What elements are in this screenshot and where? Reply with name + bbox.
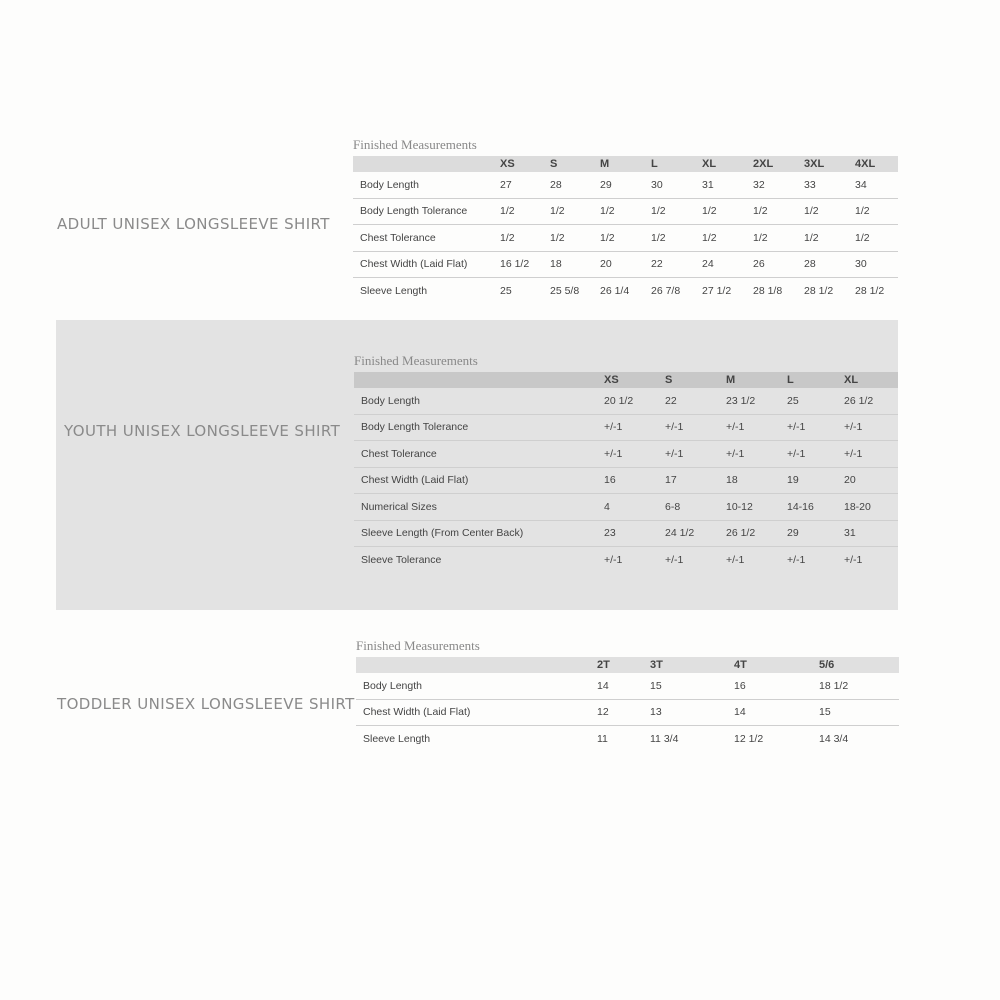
measurement-cell: 1/2	[593, 225, 644, 252]
table-row	[354, 467, 898, 494]
measurement-cell: 20	[837, 467, 898, 494]
header-blank-cell	[354, 372, 597, 388]
measurement-cell: 26 1/2	[719, 520, 780, 547]
measurement-cell: 28 1/2	[804, 284, 834, 297]
measurement-cell: +/-1	[719, 414, 780, 441]
measurement-cell: 1/2	[848, 225, 898, 252]
measurement-cell: 28	[797, 251, 848, 278]
measurement-cell: +/-1	[658, 441, 719, 468]
measurement-cell: 1/2	[543, 225, 593, 252]
measurement-cell: +/-1	[780, 441, 837, 468]
table-row	[354, 441, 898, 468]
row-label: Sleeve Length (From Center Back)	[354, 520, 597, 547]
size-header-4t: 4T	[727, 657, 812, 673]
size-header-5-6: 5/6	[812, 657, 899, 673]
table-row	[354, 414, 898, 441]
measurement-cell: 28 1/8	[753, 284, 783, 297]
table-row	[353, 251, 898, 278]
measurement-cell: 1/2	[797, 225, 848, 252]
row-label: Chest Width (Laid Flat)	[353, 251, 493, 278]
measurement-cell: 1/2	[848, 198, 898, 225]
row-label: Body Length	[353, 172, 493, 198]
size-header-m: M	[719, 372, 780, 388]
table-row	[354, 520, 898, 547]
table-row	[356, 699, 899, 726]
measurement-cell: 18 1/2	[812, 673, 899, 699]
measurement-cell: +/-1	[719, 441, 780, 468]
table-row	[356, 673, 899, 699]
measurement-cell: 27	[493, 172, 543, 198]
measurement-cell: 22	[658, 388, 719, 414]
measurement-cell: +/-1	[658, 414, 719, 441]
adult-header-row	[353, 156, 898, 172]
measurement-cell: 18	[719, 467, 780, 494]
measurement-cell: 1/2	[695, 198, 746, 225]
size-header-2t: 2T	[590, 657, 643, 673]
measurement-cell: 6-8	[658, 494, 719, 521]
row-label: Numerical Sizes	[354, 494, 597, 521]
measurement-cell: 15	[812, 699, 899, 726]
measurement-cell: 26 1/4	[600, 284, 630, 297]
row-label: Chest Tolerance	[353, 225, 493, 252]
measurement-cell: 24 1/2	[658, 520, 719, 547]
measurement-cell: +/-1	[837, 414, 898, 441]
measurement-cell: 25	[780, 388, 837, 414]
measurement-cell: +/-1	[844, 553, 863, 566]
measurement-cell: 1/2	[644, 225, 695, 252]
table-row	[353, 278, 898, 304]
youth-caption: Finished Measurements	[354, 353, 478, 368]
measurement-cell: +/-1	[780, 414, 837, 441]
measurement-cell: 14	[727, 699, 812, 726]
measurement-cell: +/-1	[597, 414, 658, 441]
size-header-l: L	[780, 372, 837, 388]
measurement-cell: 33	[797, 172, 848, 198]
size-header-s: S	[543, 156, 593, 172]
measurement-cell: 19	[780, 467, 837, 494]
table-row	[354, 494, 898, 521]
measurement-cell: 13	[643, 699, 727, 726]
measurement-cell: 18	[543, 251, 593, 278]
measurement-cell: 10-12	[719, 494, 780, 521]
row-label: Body Length	[356, 673, 590, 699]
measurement-cell: 30	[848, 251, 898, 278]
measurement-cell: 14-16	[780, 494, 837, 521]
measurement-cell: +/-1	[604, 553, 623, 566]
adult-caption: Finished Measurements	[353, 137, 477, 152]
measurement-cell: 28 1/2	[855, 284, 885, 297]
measurement-cell: 16	[727, 673, 812, 699]
toddler-measurements-table	[356, 657, 899, 752]
table-row	[353, 225, 898, 252]
measurement-cell: 28	[543, 172, 593, 198]
measurement-cell: +/-1	[787, 553, 806, 566]
measurement-cell: 27 1/2	[702, 284, 732, 297]
measurement-cell: 26 1/2	[837, 388, 898, 414]
toddler-section-title: TODDLER UNISEX LONGSLEEVE SHIRT	[57, 695, 355, 713]
size-header-3t: 3T	[643, 657, 727, 673]
measurement-cell: +/-1	[726, 553, 745, 566]
measurement-cell: 29	[593, 172, 644, 198]
youth-section-title: YOUTH UNISEX LONGSLEEVE SHIRT	[64, 422, 341, 440]
measurement-cell: 26	[746, 251, 797, 278]
measurement-cell: 34	[848, 172, 898, 198]
measurement-cell: 1/2	[644, 198, 695, 225]
row-label: Body Length Tolerance	[354, 414, 597, 441]
table-row	[354, 388, 898, 414]
measurement-cell: 29	[780, 520, 837, 547]
row-label: Body Length Tolerance	[353, 198, 493, 225]
size-header-2xl: 2XL	[746, 156, 797, 172]
measurement-cell: 31	[837, 520, 898, 547]
adult-measurements-table	[353, 156, 898, 304]
table-row	[353, 198, 898, 225]
measurement-cell: 20 1/2	[597, 388, 658, 414]
measurement-cell: 23 1/2	[719, 388, 780, 414]
size-header-xs: XS	[493, 156, 543, 172]
size-header-xs: XS	[597, 372, 658, 388]
header-blank-cell	[356, 657, 590, 673]
size-header-3xl: 3XL	[797, 156, 848, 172]
measurement-cell: 11 3/4	[650, 732, 679, 745]
measurement-cell: 31	[695, 172, 746, 198]
measurement-cell: 1/2	[695, 225, 746, 252]
measurement-cell: 11	[597, 732, 608, 745]
measurement-cell: 18-20	[837, 494, 898, 521]
table-row	[356, 726, 899, 752]
youth-measurements-table	[354, 372, 898, 573]
measurement-cell: 30	[644, 172, 695, 198]
measurement-cell: 17	[658, 467, 719, 494]
measurement-cell: 1/2	[543, 198, 593, 225]
header-blank-cell	[353, 156, 493, 172]
toddler-caption: Finished Measurements	[356, 638, 480, 653]
measurement-cell: +/-1	[665, 553, 684, 566]
size-header-l: L	[644, 156, 695, 172]
measurement-cell: 24	[695, 251, 746, 278]
row-label: Chest Width (Laid Flat)	[356, 699, 590, 726]
row-label: Sleeve Length	[360, 284, 428, 297]
row-label: Sleeve Length	[363, 732, 431, 745]
measurement-cell: 22	[644, 251, 695, 278]
size-header-m: M	[593, 156, 644, 172]
measurement-cell: 16	[597, 467, 658, 494]
measurement-cell: 16 1/2	[493, 251, 543, 278]
measurement-cell: +/-1	[597, 441, 658, 468]
measurement-cell: 12 1/2	[734, 732, 764, 745]
row-label: Body Length	[354, 388, 597, 414]
measurement-cell: +/-1	[837, 441, 898, 468]
measurement-cell: 12	[590, 699, 643, 726]
size-header-4xl: 4XL	[848, 156, 898, 172]
measurement-cell: 25	[500, 284, 512, 297]
table-row	[353, 172, 898, 198]
measurement-cell: 26 7/8	[651, 284, 681, 297]
measurement-cell: 14 3/4	[819, 732, 849, 745]
measurement-cell: 1/2	[593, 198, 644, 225]
measurement-cell: 4	[597, 494, 658, 521]
measurement-cell: 15	[643, 673, 727, 699]
size-header-s: S	[658, 372, 719, 388]
measurement-cell: 1/2	[797, 198, 848, 225]
size-header-xl: XL	[695, 156, 746, 172]
measurement-cell: 14	[590, 673, 643, 699]
adult-section-title: ADULT UNISEX LONGSLEEVE SHIRT	[57, 215, 330, 233]
measurement-cell: 1/2	[746, 225, 797, 252]
measurement-cell: 1/2	[746, 198, 797, 225]
row-label: Chest Width (Laid Flat)	[354, 467, 597, 494]
row-label: Chest Tolerance	[354, 441, 597, 468]
measurement-cell: 1/2	[493, 225, 543, 252]
size-header-xl: XL	[837, 372, 898, 388]
toddler-header-row	[356, 657, 899, 673]
youth-header-row	[354, 372, 898, 388]
measurement-cell: 1/2	[493, 198, 543, 225]
measurement-cell: 23	[597, 520, 658, 547]
table-row	[354, 547, 898, 573]
measurement-cell: 20	[593, 251, 644, 278]
row-label: Sleeve Tolerance	[361, 553, 442, 566]
measurement-cell: 32	[746, 172, 797, 198]
measurement-cell: 25 5/8	[550, 284, 580, 297]
